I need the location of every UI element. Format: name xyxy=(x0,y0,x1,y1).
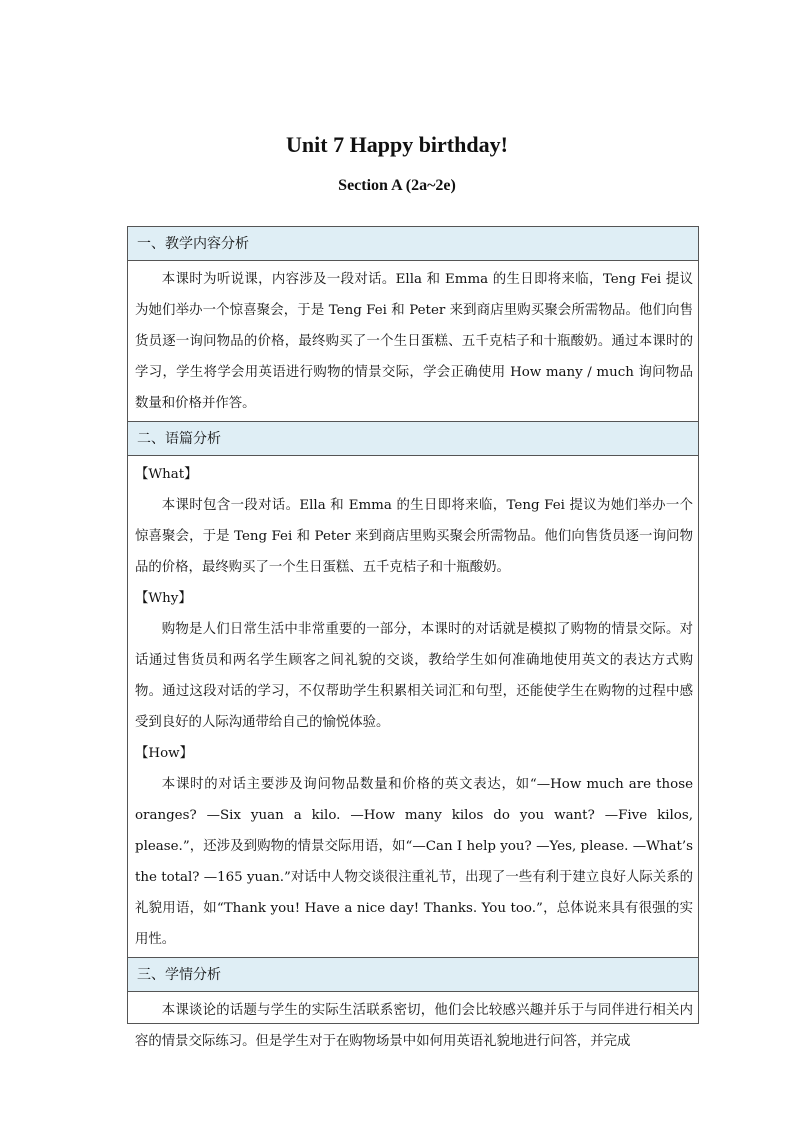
how-label: 【How】 xyxy=(135,746,193,761)
lesson-analysis-table xyxy=(127,226,699,1049)
section-body-text-analysis xyxy=(128,456,698,958)
document-subtitle: Section A (2a~2e) xyxy=(338,177,456,194)
section-header-content-analysis: 一、教学内容分析 xyxy=(128,227,698,261)
what-label: 【What】 xyxy=(135,467,198,482)
document-title: Unit 7 Happy birthday! xyxy=(286,132,508,157)
content-analysis-paragraph: 本课时为听说课，内容涉及一段对话。Ella 和 Emma 的生日即将来临，Teng Fei 提议为她们举办一个惊喜聚会，于是 Teng Fei 和 Peter 来到商店里购买聚会所需物品。他们向售货员逐一询问物品的价格，最终购买了一个生日蛋糕、五千克桔子和十瓶酸奶。通过本课时的学习，学生将学会用英语进行购物的情景交际，学会正确使用 How many / much 询问物品数量和价格并作答。 xyxy=(135,272,693,411)
what-paragraph: 本课时包含一段对话。Ella 和 Emma 的生日即将来临，Teng Fei 提议为她们举办一个惊喜聚会，于是 Teng Fei 和 Peter 来到商店里购买聚会所需物品。他们向售货员逐一询问物品的价格，最终购买了一个生日蛋糕、五千克桔子和十瓶酸奶。 xyxy=(135,498,693,575)
section-body-student-analysis xyxy=(128,992,698,1059)
how-paragraph: 本课时的对话主要涉及询问物品数量和价格的英文表达，如“—How much are those oranges? —Six yuan a kilo. —How many kilos do you want? —Five kilos, please.”，还涉及到购物的情景交际用语，如“—Can I help you? —Yes, please. —What’s the total? —165 yuan.”对话中人物交谈很注重礼节，出现了一些有利于建立良好人际关系的礼貌用语，如“Thank you! Have a nice day! Thanks. You too.”，总体说来具有很强的实用性。 xyxy=(135,777,693,947)
section-body-content-analysis xyxy=(128,261,698,422)
section-header-student-analysis: 三、学情分析 xyxy=(128,958,698,992)
section-header-text-analysis: 二、语篇分析 xyxy=(128,422,698,456)
why-paragraph: 购物是人们日常生活中非常重要的一部分，本课时的对话就是模拟了购物的情景交际。对话通过售货员和两名学生顾客之间礼貌的交谈，教给学生如何准确地使用英文的表达方式购物。通过这段对话的学习，不仅帮助学生积累相关词汇和句型，还能使学生在购物的过程中感受到良好的人际沟通带给自己的愉悦体验。 xyxy=(135,622,693,730)
student-analysis-paragraph: 本课谈论的话题与学生的实际生活联系密切，他们会比较感兴趣并乐于与同伴进行相关内容的情景交际练习。但是学生对于在购物场景中如何用英语礼貌地进行问答，并完成 xyxy=(135,1003,693,1049)
why-label: 【Why】 xyxy=(135,591,192,606)
